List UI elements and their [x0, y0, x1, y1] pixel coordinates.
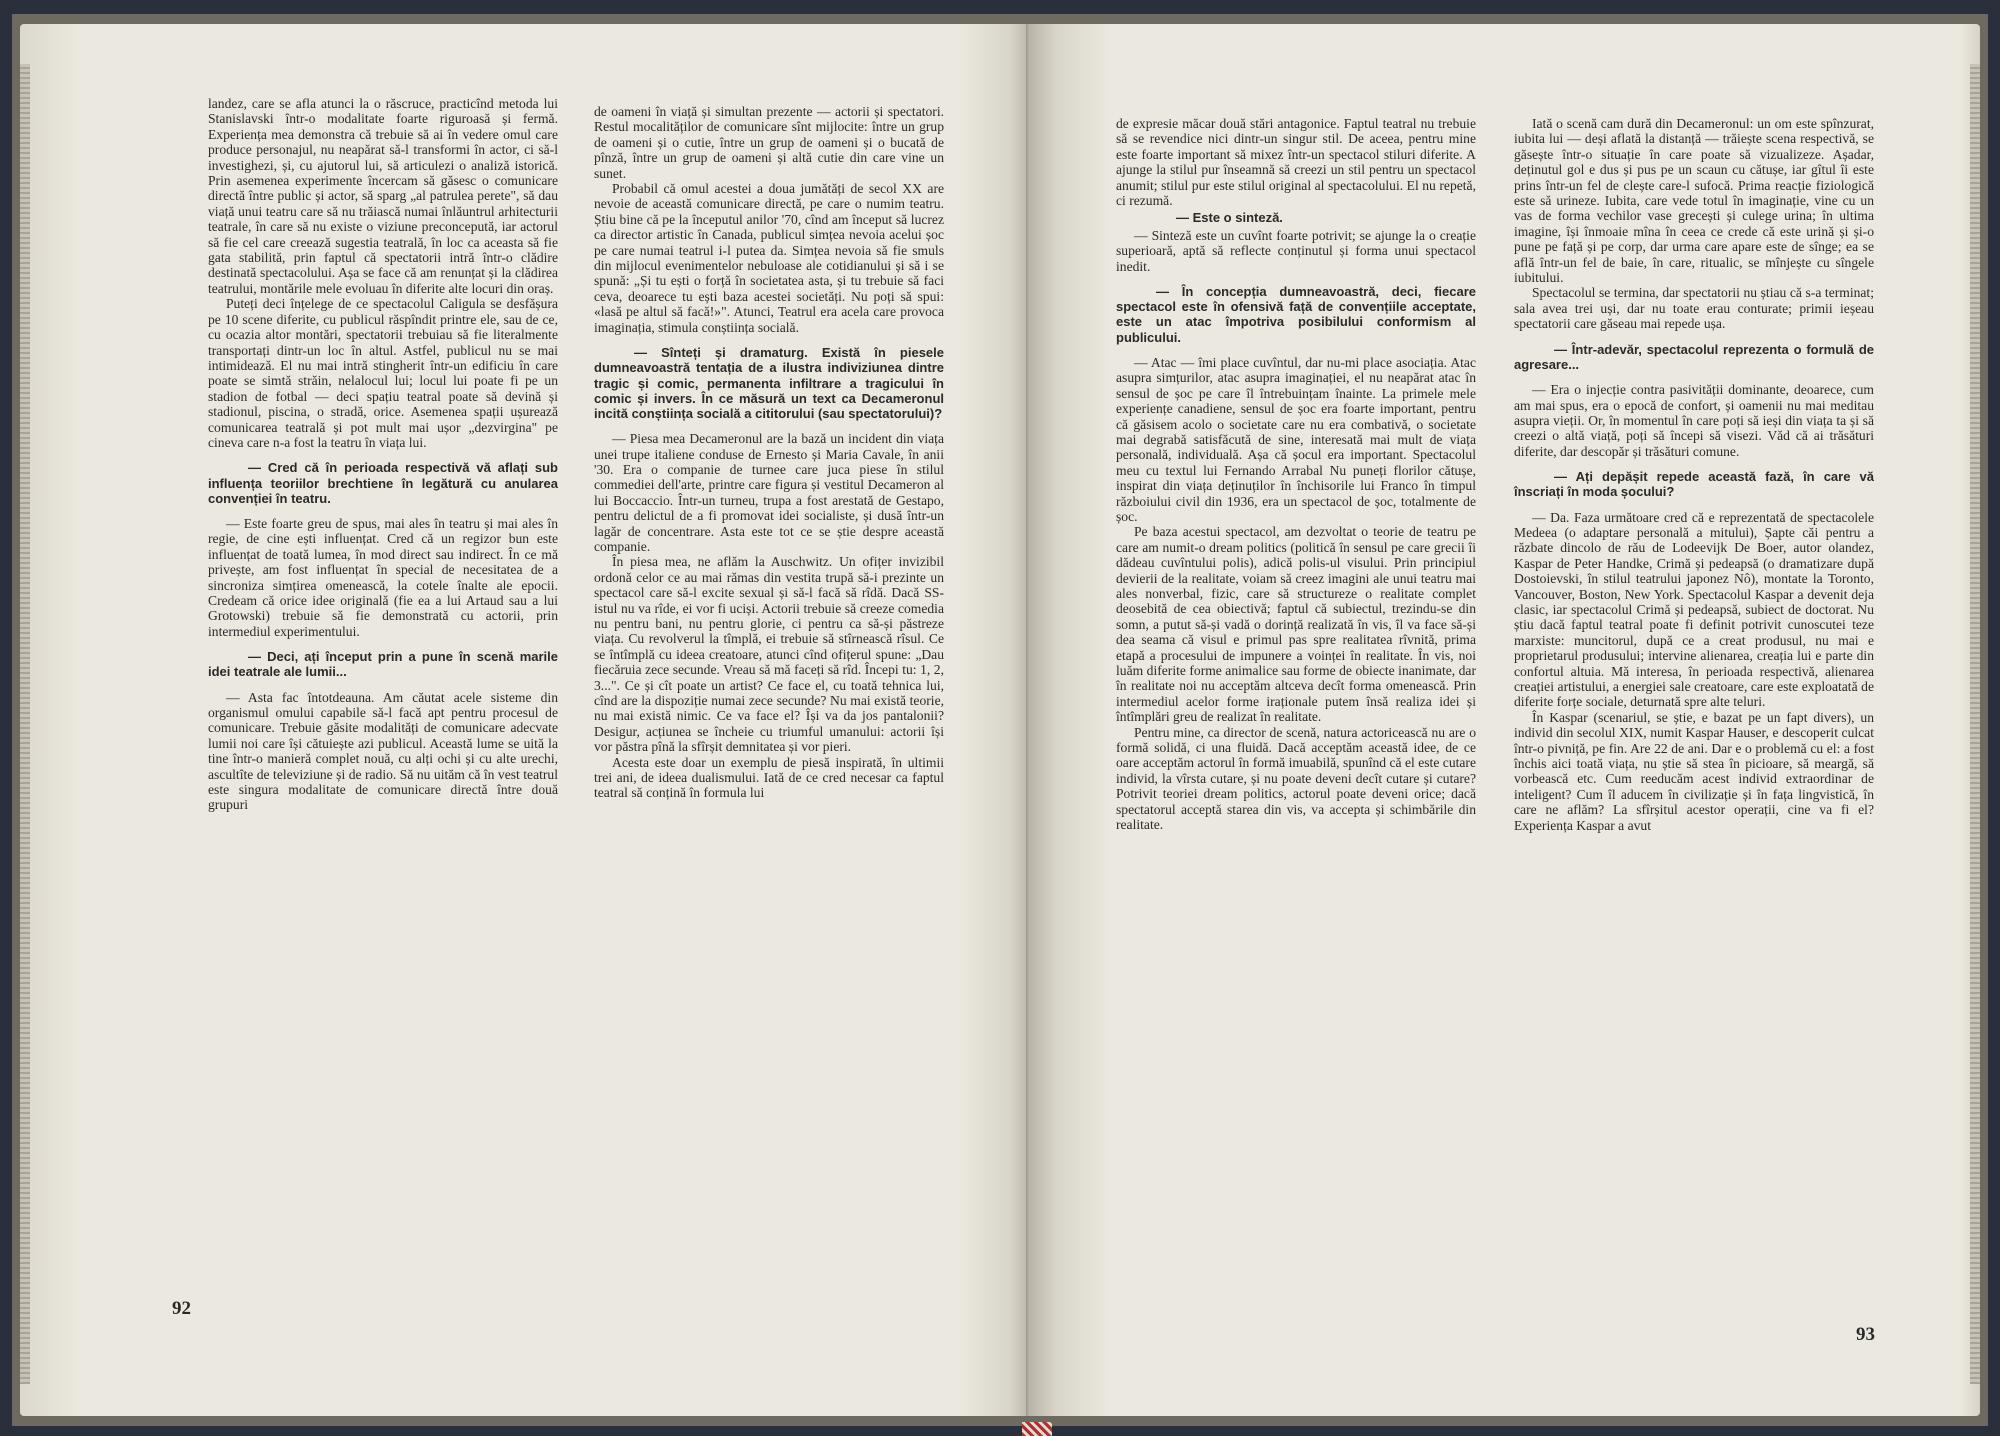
paragraph: — Asta fac întotdeauna. Am căutat acele sisteme din organismul omului capabile să-l facă apt pentru procesul de comunicare. Trebuie găsite modalități de comunicare adecvate lumii noi care își cătuiește azi publicul. Această lume se uită la tine într-o manieră complet nouă, cu alți ochi și cu alte urechi, ascultîte de televiziune și de radio. Să nu uităm că în vest teatrul este singura modalitate de comunicare directă între două grupuri — [208, 689, 558, 813]
right-column-2 — [1514, 116, 1874, 833]
paragraph: de oameni în viață și simultan prezente — actorii și spectatori. Restul mocalităților de comunicare sînt mijlocite: între un grup de oameni și o cutie, între un grup de oameni și o bucată de pînză, între un grup de oameni și altă cutie din care vine un sunet. — [594, 104, 944, 181]
paragraph: Acesta este doar un exemplu de piesă inspirată, în ultimii trei ani, de ideea dualismului. Iată de ce cred necesar ca faptul teatral să conțină în formula lui — [594, 754, 944, 801]
interview-question: — Este o sinteză. — [1176, 210, 1283, 226]
bookmark-ribbon — [1022, 1422, 1052, 1436]
paragraph: Puteți deci înțelege de ce spectacolul Caligula se desfășura pe 10 scene diferite, cu publicul răspîndit printre ele, sau de ce, cu ocazia altor montări, spectatorii trebuiau să fie literalmente transportați dintr-un loc în altul. Astfel, publicul nu se mai intimidează. El nu mai intră stingherit într-un edificiu în care poate se simtă străin, nelalocul lui; locul lui poate fi pe un stadion de fotbal — deci spațiu teatral poate să devină și stadionul, piscina, o stradă, orice. Asemenea spații ușurează comunicarea teatrală și pot mult mai ușor „dezvirgina" pe cineva care n-a fost la teatru în viața lui. — [208, 296, 558, 450]
left-column-2 — [594, 104, 944, 801]
paragraph: de expresie măcar două stări antagonice. Faptul teatral nu trebuie să se revendice nici dintr-un singur stil. De aceea, pentru mine este foarte important să mixez într-un spectacol stiluri diferite. A ajunge la stilul pur înseamnă să creezi un stil pentru un spectacol anumit; stilul pur este stilul original al spectacolului. El nu repetă, ci rezumă. — [1116, 116, 1476, 209]
interview-question: — Cred că în perioada respectivă vă aflați sub influența teoriilor brechtiene în legătură cu anularea convenției în teatru. — [208, 460, 558, 506]
paragraph: — Este foarte greu de spus, mai ales în teatru și mai ales în regie, de cine ești influențat. Cred că un regizor bun este influențat de toată lumea, în mod direct sau indirect. În ce mă privește, am fost influențat în special de necesitatea de a sincroniza simțirea omenească, la cotele înalte ale epocii. Credeam că orice idee originală (fie ea a lui Artaud sau a lui Grotowski) trebuie să fie demonstrată cu actorii, prin intermediul experimentului. — [208, 515, 558, 639]
paragraph: — Era o injecție contra pasivității dominante, deoarece, cum am mai spus, era o epocă de confort, și oamenii nu mai meditau asupra vieții. Or, în momentul în care poți să ieși din viața ta și să creezi o altă viață, poți să începi să visezi. Văd că ai trăsături diferite, dar descopăr și trăsături comune. — [1514, 382, 1874, 459]
page-edge — [1970, 64, 1980, 1384]
interview-question: — Deci, ați început prin a pune în scenă marile idei teatrale ale lumii... — [208, 649, 558, 680]
paragraph: — Da. Faza următoare cred că e reprezentată de spectacolele Medeea (o adaptare personală a mitului), Șapte căi pentru a răzbate dincolo de rău de Lodeevijk De Boer, autor olandez, Kaspar de Peter Handke, Crimă și pedeapsă (o dramatizare după Dostoievski, în stilul teatrului japonez Nô), montate la Toronto, Vancouver, Boston, New York. Spectacolul Kaspar a devenit deja clasic, iar spectacolul Crimă și pedeapsă, subiect de doctorat. Nu știu dacă faptul teatral poate fi definit potrivit cunoscutei teze marxiste: muncitorul, după ce a creat produsul, nu mai e proprietarul produsului; intervine alienarea, creația lui e parte din confortul altuia. Mă interesa, în perioada respectivă, alienarea creației artistului, a energiei sale creatoare, care este exploatată de diferite forțe sociale, deturnată spre alte teluri. — [1514, 509, 1874, 710]
interview-question: — Ați depășit repede această fază, în care vă înscriați în moda șocului? — [1514, 469, 1874, 500]
interview-question: — În concepția dumneavoastră, deci, fiecare spectacol este în ofensivă față de convențiile acceptate, este un atac împotriva posibilului conformism al publicului. — [1116, 284, 1476, 345]
paragraph: — Sinteză este un cuvînt foarte potrivit; se ajunge la o creație superioară, aptă să reflecte conținutul și forma unui spectacol inedit. — [1116, 227, 1476, 274]
paragraph: — Piesa mea Decameronul are la bază un incident din viața unei trupe italiene conduse de Ernesto și Maria Cavale, în anii '30. Era o companie de turnee care juca piese în stilul commediei dell'arte, printre care figura și vestitul Decameron al lui Boccaccio. Într-un turneu, trupa a fost arestată de Gestapo, pentru delictul de a fi promovat idei socialiste, și dusă într-un lagăr de concentrare. Asta este tot ce se știe despre această companie. — [594, 431, 944, 554]
right-column-1 — [1116, 116, 1476, 832]
interview-question: — Sînteți și dramaturg. Există în piesele dumneavoastră tentația de a ilustra indiviziunea dintre tragic și comic, permanenta infiltrare a tragicului în comic și invers. În ce măsură un text ca Decameronul incită conștiința socială a cititorului (sau spectatorului)? — [594, 345, 944, 421]
paragraph: Pentru mine, ca director de scenă, natura actoricească nu are o formă solidă, ci una fluidă. Dacă acceptăm această idee, de ce oare acceptăm actorul în formă imuabilă, spunînd că el este cutare individ, la vîrsta cutare, și nu poate deveni decît cutare și cutare? Potrivit teoriei dream politics, actorul poate deveni orice; dacă spectatorul acceptă starea din vis, va accepta și schimbările din realitate. — [1116, 724, 1476, 833]
left-column-1 — [208, 96, 558, 813]
paragraph: Iată o scenă cam dură din Decameronul: un om este spînzurat, iubita lui — deși aflată la distanță — trăiește scena respectivă, se găsește într-o situație în care poate să vizualizeze. Așadar, deținutul gol e dus și pus pe un scaun cu cătușe, iar gîtul îi este prins într-un fel de clește care-l sufocă. Prima reacție fiziologică este să urineze. Iubita, care vede totul în imaginație, vine cu un vas de forma vechilor vase grecești și culege urina; în ultima imagine, își înmoaie mîna în ceea ce crede că este urină și și-o pune pe față și pe corp, dar urma care apare este de sînge; ea se află într-un fel de baie, în care, ritualic, se mînjește cu sîngele iubitului. — [1514, 116, 1874, 286]
page-number: 92 — [172, 1298, 191, 1319]
page-number: 93 — [1856, 1324, 1875, 1345]
paragraph: Spectacolul se termina, dar spectatorii nu știau că s-a terminat; sala avea trei uși, dar nu toate erau conturate; primii ieșeau spectatorii care găseau mai repede ușa. — [1514, 285, 1874, 332]
left-page — [20, 24, 1030, 1416]
right-page — [1030, 24, 1980, 1416]
paragraph: landez, care se afla atunci la o răscruce, practicînd metoda lui Stanislavski într-o modalitate foarte riguroasă și fermă. Experiența mea demonstra că trebuie să ai în vedere omul care produce personajul, nu neapărat să-l transformi în actor, ci să-l investighezi, și, cu ajutorul lui, să articulezi o analiză istorică. Prin asemenea experimente încercam să găsesc o comunicare directă între public și actor, să sparg „al patrulea perete", să dau viață unui teatru care să nu trăiască numai înlăuntrul arhitecturii teatrale, în care să nu existe o viziune preconcepută, iar actorul să fie cel care creează sugestia teatrală, în loc ca aceasta să fie gata stabilită, prin faptul că spectatorii intră într-o clădire destinată spectacolului. Așa se face că am renunțat și la clădirea teatrului, montările mele evoluau în diferite alte locuri din oraș. — [208, 96, 558, 296]
paragraph: În Kaspar (scenariul, se știe, e bazat pe un fapt divers), un individ din secolul XIX, numit Kaspar Hauser, e descoperit culcat într-o pivniță, pe fin. Are 22 de ani. Dar e o problemă cu el: a fost închis aici toată viața, nu știe să stea în picioare, să meargă, să vorbească etc. Cum reeducăm acest individ extraordinar de inteligent? Cum îl aducem în civilizație și în fața lingvistică, în care ne aflăm? La sfîrșitul acestor operații, cine va fi el? Experiența Kaspar a avut — [1514, 709, 1874, 833]
page-edge — [20, 64, 30, 1384]
book-spread — [12, 14, 1988, 1426]
paragraph: Pe baza acestui spectacol, am dezvoltat o teorie de teatru pe care am numit-o dream politics (politică în sensul pe care grecii îi dădeau cuvîntului polis), adică polis-ul visului. Prin principiul devierii de la realitate, voiam să creez imagini ale unui teatru mai ales nonverbal, fizic, care să structureze o realitate complet deosebită de cea obiectivă; faptul că subiectul, trezindu-se din somn, a putut să-și vadă o dorință realizată în vis, îl va face să-și dea seama că visul e primul pas spre realitatea rîvnită, prima etapă a procesului de impunere a voinței în realitate. În vis, noi luăm diferite forme animalice sau forme de obiecte inanimate, dar în realitate noi nu acceptăm altceva decît forma omenească. Prin intermediul acelor forme iraționale putem însă realiza idei și întîmplări greu de realizat în realitate. — [1116, 524, 1476, 725]
paragraph: Probabil că omul acestei a doua jumătăți de secol XX are nevoie de această comunicare directă, pe care o numim teatru. Știu bine că pe la începutul anilor '70, cînd am început să lucrez ca director artistic în Canada, publicul simțea nevoia acelui șoc pe care numai teatrul i-l putea da. Simțea nevoia să fie smuls din mijlocul evenimentelor nebuloase ale cotidianului și să i se spună: „Și tu ești o forță în societatea asta, și tu trebuie să faci ceva, deoarece tu ești baza acestei societăți. Nu poți să spui: «lasă pe altul să facă!»". Atunci, Teatrul era acela care provoca imaginația, stimula conștiința socială. — [594, 181, 944, 335]
interview-question: — Într-adevăr, spectacolul reprezenta o formulă de agresare... — [1514, 341, 1874, 372]
paragraph: — Atac — îmi place cuvîntul, dar nu-mi place asociația. Atac asupra simțurilor, atac asupra imaginației, el nu neapărat atac în sensul de șoc pe care îl întrebuințam înainte. La primele mele experiențe canadiene, sensul de șoc era foarte important, pentru că găsisem acolo o societate care nu era combativă, o societate mai degrabă satisfăcută de sine, interesată mai mult de viața personală, individuală. Așa că șocul era important. Spectacolul meu cu textul lui Fernando Arrabal Nu puneți florilor cătușe, inspirat din viața deținuților în închisorile lui Franco în timpul războiului civil din 1936, era un spectacol de șoc, totalmente de șoc. — [1116, 354, 1476, 524]
paragraph: În piesa mea, ne aflăm la Auschwitz. Un ofițer invizibil ordonă celor ce au mai rămas din vestita trupă să-i prezinte un spectacol care să-l excite sexual și să-l facă să rîdă. Dacă SS-istul nu va rîde, ei vor fi uciși. Actorii trebuie să creeze comedia nu pentru bani, nu pentru glorie, ci pentru ca să-și păstreze viața. Cu revolverul la tîmplă, ei trebuie să stîrnească rîsul. Ce se întîmplă cu ideea creatoare, atunci cînd ofițerul spune: „Dau fiecăruia zece secunde. Vreau să mă faceți să rîd. Începi tu: 1, 2, 3...". Ce și cît poate un artist? Ce face el, cu toată tehnica lui, cînd are la dispoziție numai zece secunde? Nu mai există teorie, nu mai există nimic. Ce va face el? Își va da jos pantalonii? Desigur, acțiunea se încheie cu triumful umanului: actorii își vor păstra pînă la sfîrșit demnitatea și vor pieri. — [594, 554, 944, 755]
